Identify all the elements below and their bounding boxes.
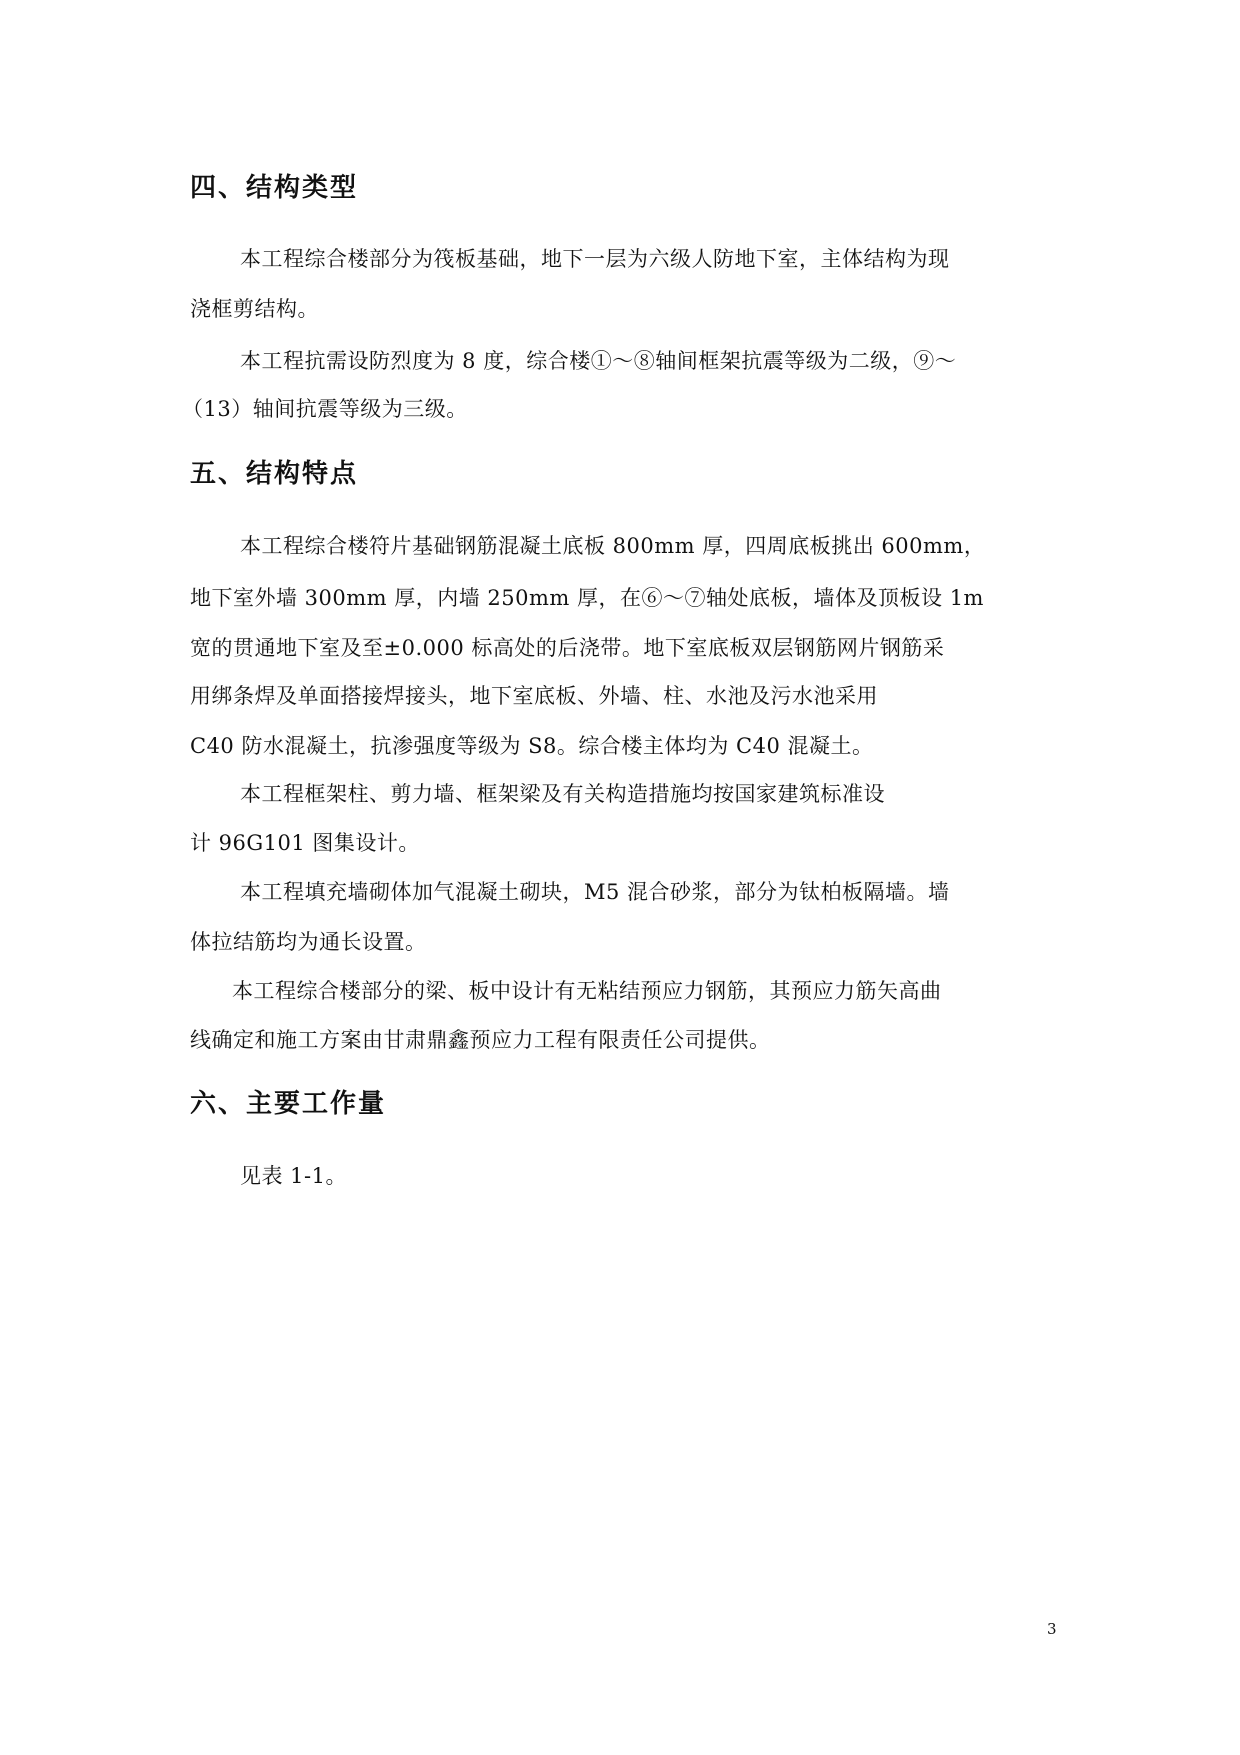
section-5-heading: 五、结构特点 <box>190 459 359 489</box>
section-5-line-5: C40 防水混凝土，抗渗强度等级为 S8。综合楼主体均为 C40 混凝土。 <box>190 734 874 758</box>
section-4-line-4: （13）轴间抗震等级为三级。 <box>182 397 468 421</box>
section-5-line-3: 宽的贯通地下室及至±0.000 标高处的后浇带。地下室底板双层钢筋网片钢筋采 <box>190 636 945 660</box>
section-6-line-1: 见表 1-1。 <box>240 1164 347 1188</box>
section-5-line-8: 本工程填充墙砌体加气混凝土砌块，M5 混合砂浆，部分为钛柏板隔墙。墙 <box>240 880 950 904</box>
section-4-line-2: 浇框剪结构。 <box>190 297 319 321</box>
section-5-line-4: 用绑条焊及单面搭接焊接头，地下室底板、外墙、柱、水池及污水池采用 <box>190 684 878 708</box>
section-5-line-6: 本工程框架柱、剪力墙、框架梁及有关构造措施均按国家建筑标准设 <box>240 782 885 806</box>
section-5-line-2: 地下室外墙 300mm 厚，内墙 250mm 厚，在⑥～⑦轴处底板，墙体及顶板设 1m <box>190 586 984 610</box>
section-5-line-11: 线确定和施工方案由甘肃鼎鑫预应力工程有限责任公司提供。 <box>190 1028 771 1052</box>
section-4-line-3: 本工程抗需设防烈度为 8 度，综合楼①～⑧轴间框架抗震等级为二级，⑨～ <box>240 349 957 373</box>
section-6-heading: 六、主要工作量 <box>190 1089 387 1119</box>
page-number: 3 <box>1047 1620 1057 1638</box>
section-5-line-9: 体拉结筋均为通长设置。 <box>190 930 427 954</box>
section-4-heading: 四、结构类型 <box>190 173 359 203</box>
section-5-line-7: 计 96G101 图集设计。 <box>190 831 420 855</box>
section-5-line-10: 本工程综合楼部分的梁、板中设计有无粘结预应力钢筋，其预应力筋矢高曲 <box>232 979 942 1003</box>
section-4-line-1: 本工程综合楼部分为筏板基础，地下一层为六级人防地下室，主体结构为现 <box>240 247 950 271</box>
section-5-line-1: 本工程综合楼符片基础钢筋混凝土底板 800mm 厚，四周底板挑出 600mm， <box>240 534 986 558</box>
